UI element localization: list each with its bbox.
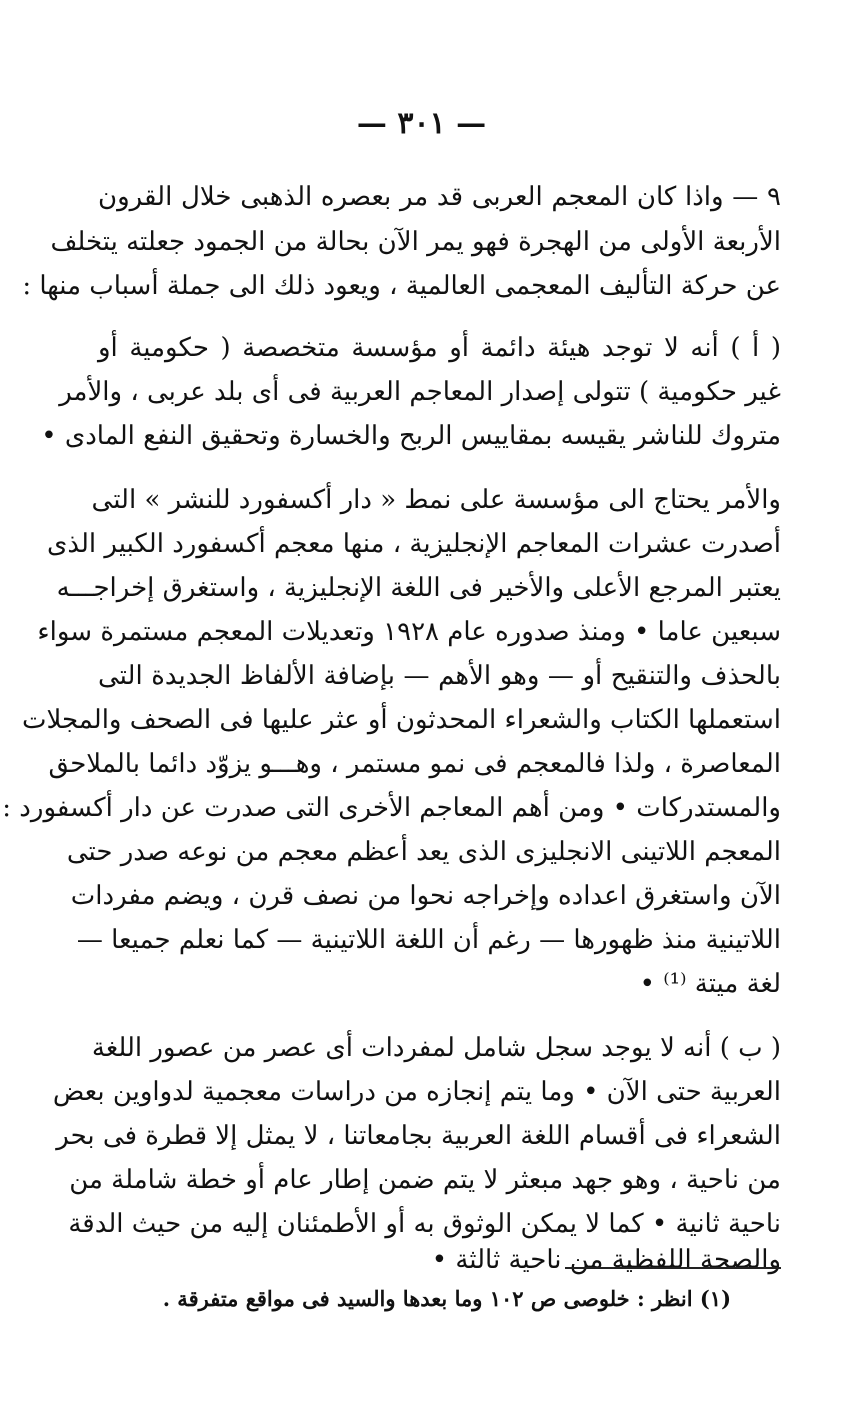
paragraph-3-line-9: المعجم اللاتينى الانجليزى الذى يعد أعظم معجم من نوعه صدر حتى <box>66 837 781 867</box>
footnote-divider <box>565 1267 781 1269</box>
paragraph-1-line-1: ٩ — واذا كان المعجم العربى قد مر بعصره الذهبى خلال القرون <box>98 182 781 212</box>
paragraph-3-line-1: والأمر يحتاج الى مؤسسة على نمط « دار أكسفورد للنشر » التى <box>91 485 781 515</box>
paragraph-4-line-4: من ناحية ، وهو جهد مبعثر لا يتم ضمن إطار عام أو خطة شاملة من <box>69 1165 781 1195</box>
paragraph-2-line-3: متروك للناشر يقيسه بمقاييس الربح والخسارة وتحقيق النفع المادى • <box>41 421 781 451</box>
paragraph-4-line-3: الشعراء فى أقسام اللغة العربية بجامعاتنا ، لا يمثل إلا قطرة فى بحر <box>56 1121 781 1151</box>
paragraph-4-line-1: ( ب ) أنه لا يوجد سجل شامل لمفردات أى عصر من عصور اللغة <box>91 1033 781 1063</box>
paragraph-3-line-8: والمستدركات • ومن أهم المعاجم الأخرى التى صدرت عن دار أكسفورد : <box>2 793 781 823</box>
paragraph-3-line-3: يعتبر المرجع الأعلى والأخير فى اللغة الإنجليزية ، واستغرق إخراجـــه <box>56 573 781 603</box>
paragraph-3-line-5: بالحذف والتنقيح أو — وهو الأهم — بإضافة الألفاظ الجديدة التى <box>98 661 781 691</box>
footnote: (١) انظر : خلوصى ص ١٠٢ وما بعدها والسيد فى مواقع متفرقة . <box>162 1286 731 1311</box>
paragraph-4-line-5: ناحية ثانية • كما لا يمكن الوثوق به أو الأطمئنان إليه من حيث الدقة <box>68 1209 781 1239</box>
paragraph-3-line-10: الآن واستغرق اعداده وإخراجه نحوا من نصف قرن ، ويضم مفردات <box>70 881 781 911</box>
paragraph-4-line-6: والصحة اللفظية من ناحية ثالثة • <box>431 1245 781 1275</box>
paragraph-3-line-4: سبعين عاما • ومنذ صدوره عام ١٩٢٨ وتعديلات المعجم مستمرة سواء <box>37 617 781 647</box>
paragraph-3-line-12: لغة ميتة ⁽¹⁾ • <box>639 969 781 999</box>
paragraph-2-line-1: ( أ ) أنه لا توجد هيئة دائمة أو مؤسسة متخصصة ( حكومية أو <box>98 333 781 363</box>
paragraph-3-line-2: أصدرت عشرات المعاجم الإنجليزية ، منها معجم أكسفورد الكبير الذى <box>46 529 781 559</box>
page-number: — ٣٠١ — <box>356 106 487 141</box>
paragraph-2-line-2: غير حكومية ) تتولى إصدار المعاجم العربية فى أى بلد عربى ، والأمر <box>59 377 781 407</box>
paragraph-4-line-2: العربية حتى الآن • وما يتم إنجازه من دراسات معجمية لدواوين بعض <box>52 1077 781 1107</box>
paragraph-3-line-7: المعاصرة ، ولذا فالمعجم فى نمو مستمر ، وهـــو يزوّد دائما بالملاحق <box>48 749 781 779</box>
paragraph-1-line-3: عن حركة التأليف المعجمى العالمية ، ويعود ذلك الى جملة أسباب منها : <box>22 271 781 301</box>
paragraph-1-line-2: الأربعة الأولى من الهجرة فهو يمر الآن بحالة من الجمود جعلته يتخلف <box>50 227 781 257</box>
paragraph-3-line-11: اللاتينية منذ ظهورها — رغم أن اللغة اللاتينية — كما نعلم جميعا — <box>76 925 781 955</box>
paragraph-3-line-6: استعملها الكتاب والشعراء المحدثون أو عثر عليها فى الصحف والمجلات <box>21 705 781 735</box>
